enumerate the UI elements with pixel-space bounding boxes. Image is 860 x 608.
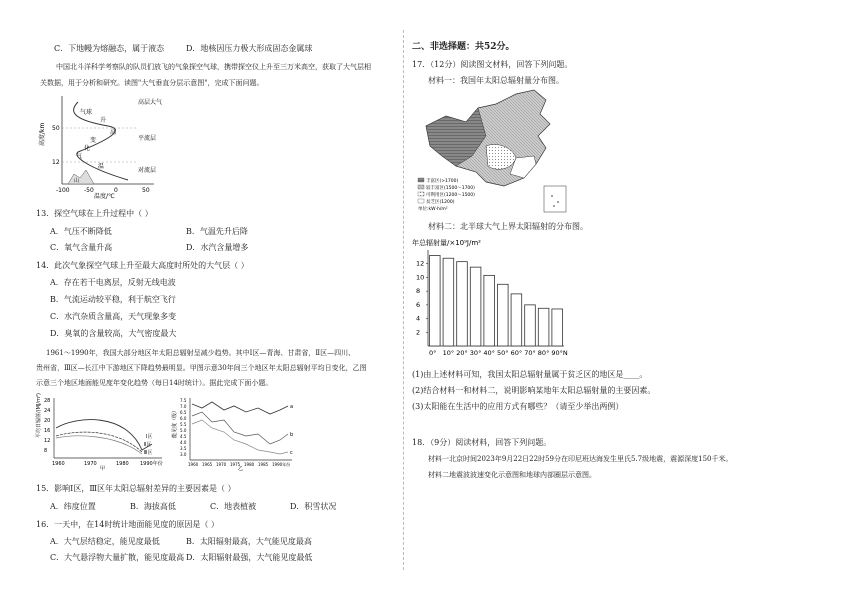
x-tick-4: 40° bbox=[483, 349, 495, 357]
layer-mid-label: 平流层 bbox=[138, 135, 157, 142]
fig2b-ytick-9: 3.5 bbox=[180, 446, 187, 451]
layer-bottom-label: 对流层 bbox=[138, 167, 157, 174]
x-tick-3: 30° bbox=[469, 349, 482, 357]
fig2b-ytick-7: 4.5 bbox=[180, 434, 187, 439]
q16-option-c: C．大气悬浮物大量扩散，能见度最高 bbox=[50, 553, 185, 562]
fig2b-xtick-2: 1965 bbox=[202, 462, 213, 467]
fig2a-ytick-3: 20 bbox=[44, 418, 51, 424]
q17-sub1: (1)由上述材料可知，我国太阳总辐射量属于贫乏区的地区是____。 bbox=[412, 370, 648, 379]
mountain-label: 山 bbox=[74, 178, 80, 184]
series-label-a: a bbox=[290, 404, 294, 410]
fig2b-xtick-1: 1960 bbox=[188, 462, 199, 467]
series-label-c: c bbox=[290, 450, 293, 456]
fig2a-ytick-1: 28 bbox=[44, 398, 51, 404]
fig1-xtick-4: 50 bbox=[142, 187, 150, 194]
x-tick-0: 0° bbox=[429, 349, 437, 357]
fig2a-caption: 甲 bbox=[100, 466, 106, 472]
fig2b-caption: 乙 bbox=[238, 466, 244, 472]
q15-option-a: A．纬度位置 bbox=[50, 502, 96, 511]
fig2a-ytick-2: 24 bbox=[44, 408, 51, 414]
q13-option-d: D．水汽含量增多 bbox=[186, 243, 249, 252]
fig2b-ytick-8: 4.0 bbox=[180, 440, 187, 445]
q13-option-b: B．气温先升后降 bbox=[186, 227, 248, 236]
q16-option-a: A．大气层结稳定，能见度最低 bbox=[50, 537, 160, 546]
bar-4 bbox=[484, 275, 495, 346]
radiation-chart-jia bbox=[36, 394, 166, 470]
fig1-ytick-12: 12 bbox=[52, 159, 60, 166]
path-label-3: 变 bbox=[90, 137, 97, 144]
bar-9 bbox=[552, 309, 563, 346]
layer-top-label: 高层大气 bbox=[138, 99, 163, 106]
q18-material-1: 材料一北京时间2023年9月22日22时59分在印尼班达海发生里氏5.7级地震，震源深度150千米。 bbox=[428, 455, 733, 463]
solar-radiation-bar-chart bbox=[412, 236, 572, 358]
x-tick-7: 70° bbox=[524, 349, 536, 357]
q13-option-a: A．气压不断降低 bbox=[50, 227, 112, 236]
x-tick-6: 60° bbox=[510, 349, 523, 357]
fig2a-xtick-1: 1960 bbox=[52, 461, 65, 467]
fig2b-ytick-10: 3.0 bbox=[180, 452, 187, 457]
x-tick-8: 80° bbox=[537, 349, 550, 357]
balloon-label: 气球 bbox=[80, 109, 93, 116]
fig2b-xtick-4: 1975 bbox=[230, 462, 241, 467]
fig2b-ytick-5: 5.5 bbox=[180, 422, 187, 427]
fig2b-xtick-5: 1980 bbox=[244, 462, 255, 467]
q-prev-option-c: C．下地幔为熔融态，属于液态 bbox=[54, 44, 165, 53]
y-tick-2: 8 bbox=[416, 287, 421, 296]
y-tick-3: 6 bbox=[416, 300, 421, 309]
q14-option-c: C．水汽杂质含量高，天气现象多变 bbox=[50, 312, 177, 321]
q15-option-c: C．地表植被 bbox=[210, 502, 257, 511]
fig2a-ytick-4: 16 bbox=[44, 428, 51, 434]
path-label-6: 温 bbox=[98, 163, 105, 170]
q17-stem: 17．（12分）阅读图文材料，回答下列问题。 bbox=[412, 60, 573, 69]
fig2a-xtick-2: 1970 bbox=[84, 461, 97, 467]
bar-8 bbox=[538, 308, 549, 346]
map-legend-1: 丰富区(>1700) bbox=[426, 179, 459, 184]
fig2b-ytick-4: 6.0 bbox=[180, 416, 187, 421]
path-label-4: 化 bbox=[84, 145, 91, 152]
fig2a-ylabel: 平均日辐射/(MJ/m²) bbox=[36, 393, 42, 438]
fig2b-ytick-1: 7.5 bbox=[180, 398, 187, 403]
fig1-ytick-50: 50 bbox=[52, 125, 60, 132]
q16-stem: 16．一天中，在14时统计地面能见度的原因是（ ） bbox=[36, 520, 219, 529]
china-radiation-map bbox=[416, 86, 572, 214]
q17-sub3: (3)太阳能在生活中的应用方式有哪些？（请至少举出两例） bbox=[412, 402, 624, 411]
x-tick-9: 90°N bbox=[551, 349, 568, 357]
q14-stem: 14．此次气象探空气球上升至最大高度时所处的大气层（ ） bbox=[36, 261, 249, 270]
fig2b-ytick-6: 5.0 bbox=[180, 428, 187, 433]
q14-option-a: A．存在若干电离层，反射无线电波 bbox=[50, 278, 176, 287]
q15-option-b: B．海拔高低 bbox=[130, 502, 176, 511]
x-tick-5: 50° bbox=[497, 349, 509, 357]
fig1-ylabel: 高度/km bbox=[39, 122, 46, 146]
fig2b-xtick-7: 1990年份 bbox=[272, 462, 291, 467]
region-label-2: Ⅱ区 bbox=[144, 442, 152, 448]
bar-chart-ylabel: 年总辐射量/×10⁹J/m² bbox=[412, 239, 481, 247]
path-label-1: 升 bbox=[100, 117, 107, 124]
atmosphere-layer-figure bbox=[38, 92, 163, 200]
fig1-xlabel: 温度/℃ bbox=[94, 193, 115, 200]
fig1-xtick-2: -50 bbox=[84, 187, 94, 194]
bar-2 bbox=[457, 262, 468, 346]
q18-stem: 18．（9分）阅读材料，回答下列问题。 bbox=[412, 438, 552, 447]
q15-stem: 15．影响Ⅰ区，Ⅲ区年太阳总辐射差异的主要因素是（ ） bbox=[36, 484, 236, 493]
y-tick-0: 12 bbox=[416, 259, 425, 268]
fig2b-xtick-6: 1985 bbox=[258, 462, 269, 467]
q17-material-2: 材料二：北半球大气上界太阳辐射的分布图。 bbox=[428, 222, 588, 231]
column-divider bbox=[403, 30, 404, 570]
bar-0 bbox=[429, 255, 440, 346]
y-tick-1: 10 bbox=[416, 273, 425, 282]
intro2-line1: 1961～1990年，我国大部分地区年太阳总辐射呈减少趋势。其中Ⅰ区—青海、甘肃省，Ⅱ区—四川、 bbox=[46, 349, 356, 357]
y-tick-4: 4 bbox=[416, 314, 421, 323]
path-label-5: 气 bbox=[76, 153, 83, 160]
q16-option-b: B．太阳辐射最高，大气能见度最高 bbox=[186, 537, 312, 546]
section-heading: 二、非选择题：共52分。 bbox=[412, 42, 515, 52]
fig2a-xtick-3: 1980 bbox=[116, 461, 129, 467]
region-label-1: Ⅰ区 bbox=[146, 434, 153, 440]
fig2b-ytick-3: 6.5 bbox=[180, 410, 187, 415]
intro-text-2: 关数据，用于分析和研究。读图"大气垂直分层示意图"，完成下面问题。 bbox=[40, 79, 264, 87]
bar-6 bbox=[511, 294, 522, 346]
intro2-line2: 贵州省，Ⅲ区—长江中下游地区下降趋势最明显。甲图示意30年间三个地区年太阳总辐射平均日变化，乙图 bbox=[36, 364, 367, 372]
bar-3 bbox=[470, 267, 481, 346]
fig1-xtick-3: 0 bbox=[114, 187, 118, 194]
q17-sub2: (2)结合材料一和材料二，说明影响某地年太阳总辐射量的主要因素。 bbox=[412, 386, 656, 395]
fig2b-ylabel: 能见度（级） bbox=[172, 407, 178, 438]
map-legend-unit: 单位:kW·h/m² bbox=[418, 207, 448, 212]
path-label-2: 高 bbox=[110, 129, 117, 136]
fig2a-ytick-6: 8 bbox=[44, 448, 48, 454]
fig2b-ytick-2: 7.0 bbox=[180, 404, 187, 409]
q13-stem: 13．探空气球在上升过程中（ ） bbox=[36, 209, 153, 218]
bar-5 bbox=[497, 284, 508, 346]
q16-option-d: D．太阳辐射最强，大气能见度最低 bbox=[186, 553, 313, 562]
intro2-line3: 示意三个地区地面能见度年变化趋势（每日14时统计）。据此完成下面小题。 bbox=[36, 379, 273, 387]
q17-material-1: 材料一：我国年太阳总辐射量分布图。 bbox=[428, 76, 564, 85]
x-tick-2: 20° bbox=[456, 349, 468, 357]
q18-material-2: 材料二地震波波速变化示意图和地球内部圈层示意图。 bbox=[428, 471, 596, 479]
fig1-xtick-1: -100 bbox=[56, 187, 70, 194]
region-label-3: Ⅲ区 bbox=[144, 450, 153, 456]
map-legend-2: 较丰富区(1500～1700) bbox=[426, 186, 475, 191]
y-tick-5: 2 bbox=[416, 328, 421, 337]
q14-option-d: D．臭氧的含量较高，大气密度最大 bbox=[50, 329, 177, 338]
q13-option-c: C．氧气含量升高 bbox=[50, 243, 113, 252]
visibility-chart-yi bbox=[172, 394, 296, 470]
fig2a-xtick-4: 1990年份 bbox=[140, 461, 163, 467]
intro-text-1: 中国北斗洋科学考察队的队员们放飞的气象探空气球，携带探空仪上升至三万米高空，获取了大气层相 bbox=[56, 63, 371, 71]
map-legend-3: 可利用区(1200～1500) bbox=[426, 193, 475, 198]
series-label-b: b bbox=[290, 432, 294, 438]
bar-1 bbox=[443, 258, 454, 346]
map-legend-4: 贫乏区(1200) bbox=[426, 200, 455, 205]
q15-option-d: D．积雪状况 bbox=[290, 502, 337, 511]
q14-option-b: B．气流运动较平稳，利于航空飞行 bbox=[50, 295, 176, 304]
fig2b-xtick-3: 1970 bbox=[216, 462, 227, 467]
bar-7 bbox=[525, 305, 536, 346]
fig2a-ytick-5: 12 bbox=[44, 438, 51, 444]
x-tick-1: 10° bbox=[442, 349, 455, 357]
q-prev-option-d: D．地核因压力极大形成固态金属球 bbox=[186, 44, 313, 53]
